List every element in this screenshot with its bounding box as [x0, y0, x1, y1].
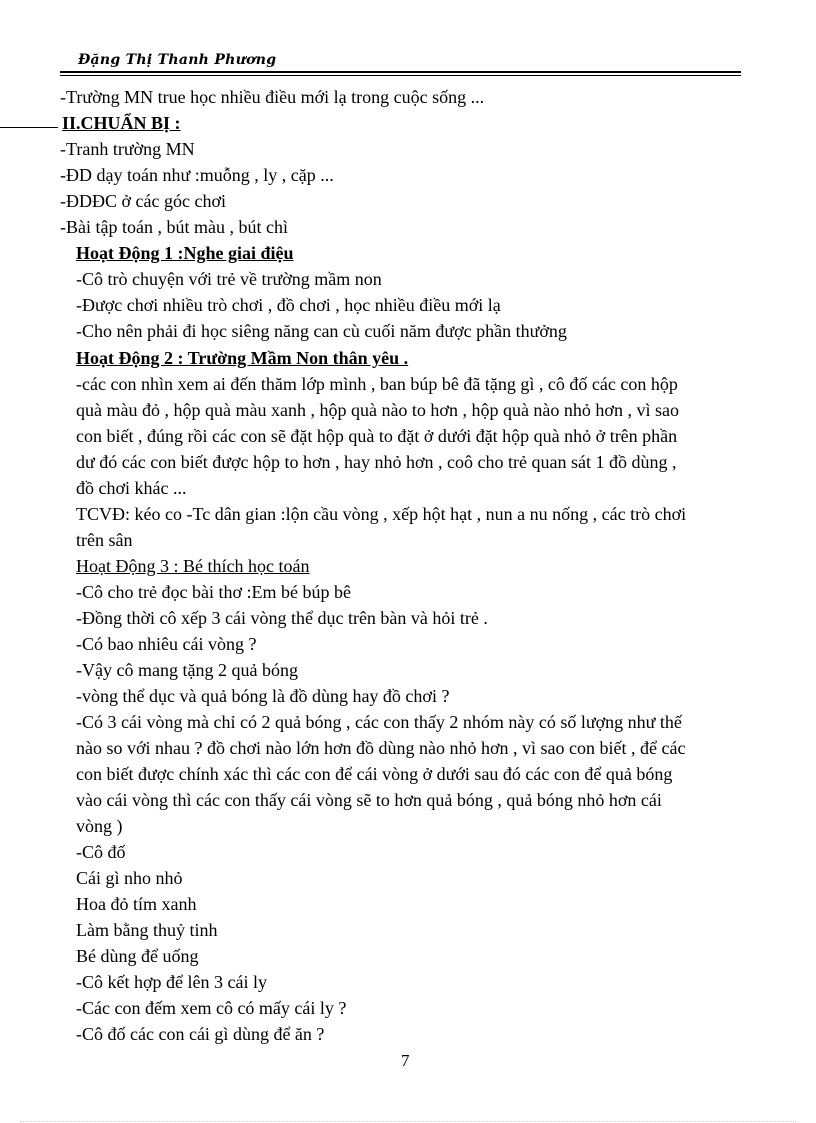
activity3-line: -Vậy cô mang tặng 2 quả bóng: [76, 660, 298, 680]
activity2-line: -các con nhìn xem ai đến thăm lớp mình , ban búp bê đã tặng gì , cô đố các con hộp: [76, 374, 678, 394]
header-rule: [60, 71, 741, 73]
activity3-line: -Cô kết hợp để lên 3 cái ly: [76, 972, 267, 992]
activity3-line: vào cái vòng thì các con thấy cái vòng sẽ to hơn quả bóng , quả bóng nhỏ hơn cái: [76, 790, 662, 810]
activity3-line: Hoa đỏ tím xanh: [76, 894, 197, 914]
activity3-line: -Cô đố: [76, 842, 126, 862]
prep-item: -ĐD dạy toán như :muỗng , ly , cặp ...: [60, 165, 334, 185]
activity3-line: -Các con đếm xem cô có mấy cái ly ?: [76, 998, 347, 1018]
prep-item: -Bài tập toán , bút màu , bút chì: [60, 217, 288, 237]
header-rule-secondary: [60, 75, 741, 76]
activity2-heading: Hoạt Động 2 : Trường Mầm Non thân yêu .: [76, 348, 409, 368]
activity3-line: -Có bao nhiêu cái vòng ?: [76, 634, 257, 654]
activity1-line: -Cô trò chuyện với trẻ về trường mầm non: [76, 269, 382, 289]
activity3-line: vòng ): [76, 816, 123, 836]
activity3-line: con biết được chính xác thì các con để cái vòng ở dưới sau đó các con để quả bóng: [76, 764, 673, 784]
activity2-line: quà màu đỏ , hộp quà màu xanh , hộp quà nào to hơn , hộp quà nào nhỏ hơn , vì sao: [76, 400, 679, 420]
activity1-heading: Hoạt Động 1 :Nghe giai điệu: [76, 243, 294, 263]
intro-line: -Trường MN true học nhiều điều mới lạ trong cuộc sống ...: [60, 87, 485, 107]
activity3-heading: Hoạt Động 3 : Bé thích học toán: [76, 556, 310, 576]
activity3-line: -Cô cho trẻ đọc bài thơ :Em bé búp bê: [76, 582, 351, 602]
prep-item: -Tranh trường MN: [60, 139, 195, 159]
prep-item: -ĐDĐC ở các góc chơi: [60, 191, 226, 211]
activity3-line: Làm bằng thuỷ tinh: [76, 920, 218, 940]
activity3-line: Bé dùng để uống: [76, 946, 199, 966]
page-number: 7: [401, 1051, 410, 1070]
activity3-line: -Cô đố các con cái gì dùng để ăn ?: [76, 1024, 325, 1044]
activity2-line: trên sân: [76, 530, 133, 550]
section-margin-rule: [0, 127, 58, 128]
section-heading-preparation: II.CHUẨN BỊ :: [62, 113, 181, 133]
activity2-line: dư đó các con biết được hộp to hơn , hay nhỏ hơn , coô cho trẻ quan sát 1 đồ dùng ,: [76, 452, 677, 472]
activity2-line: con biết , đúng rồi các con sẽ đặt hộp quà to đặt ở dưới đặt hộp quà nhỏ ở trên phần: [76, 426, 678, 446]
activity3-line: -Đồng thời cô xếp 3 cái vòng thể dục trên bàn và hỏi trẻ .: [76, 608, 488, 628]
activity3-line: -vòng thể dục và quả bóng là đồ dùng hay đồ chơi ?: [76, 686, 450, 706]
activity1-line: -Cho nên phải đi học siêng năng can cù cuối năm được phần thưởng: [76, 321, 567, 341]
activity3-line: Cái gì nho nhỏ: [76, 868, 183, 888]
activity1-line: -Được chơi nhiều trò chơi , đồ chơi , học nhiều điều mới lạ: [76, 295, 501, 315]
activity3-line: -Có 3 cái vòng mà chỉ có 2 quả bóng , các con thấy 2 nhóm này có số lượng như thế: [76, 712, 682, 732]
header-author: Đặng Thị Thanh Phương: [78, 52, 277, 68]
activity3-line: nào so với nhau ? đồ chơi nào lớn hơn đồ dùng nào nhỏ hơn , vì sao con biết , để các: [76, 738, 686, 758]
activity2-line: TCVĐ: kéo co -Tc dân gian :lộn cầu vòng , xếp hột hạt , nun a nu nống , các trò chơi: [76, 504, 687, 524]
activity2-line: đồ chơi khác ...: [76, 478, 187, 498]
